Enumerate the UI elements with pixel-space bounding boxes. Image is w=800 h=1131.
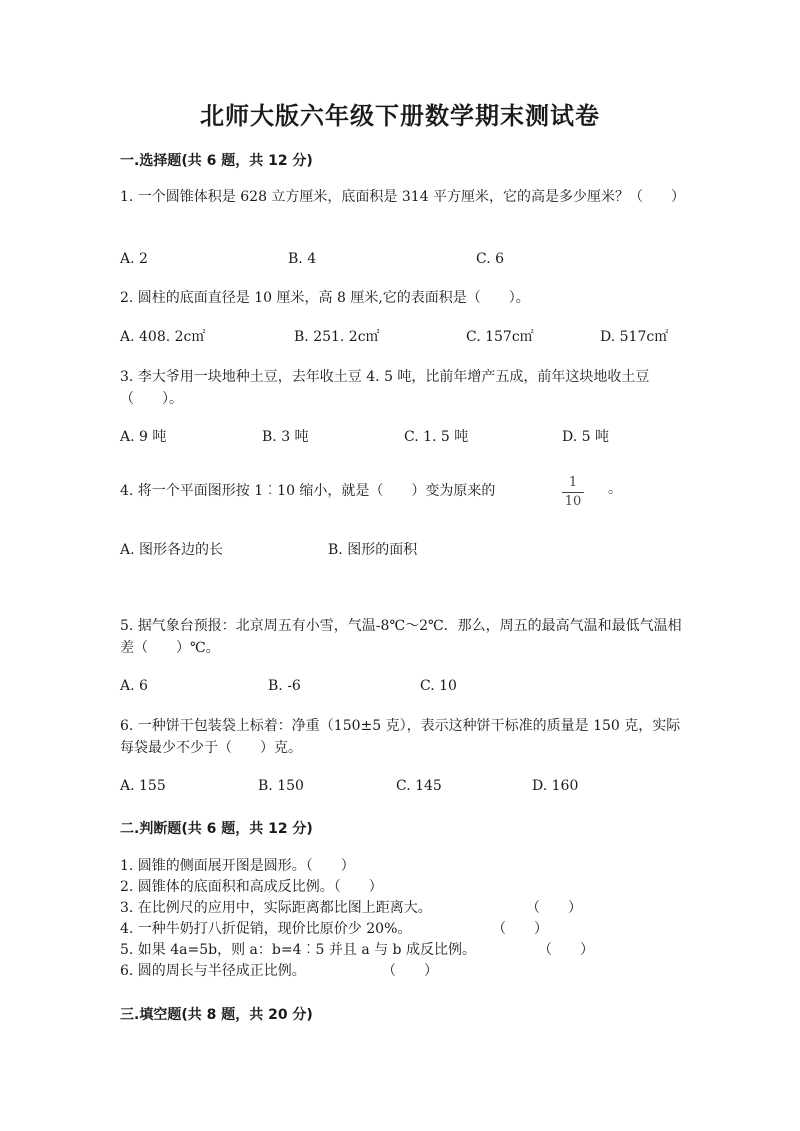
judge-item: 3. 在比例尺的应用中，实际距离都比图上距离大。 xyxy=(120,900,432,916)
option: B. 3 吨 xyxy=(262,429,309,445)
option: C. 145 xyxy=(396,778,442,794)
option: B. -6 xyxy=(268,678,301,694)
question-tail: 。 xyxy=(608,481,622,497)
question-stem: 6. 一种饼干包装袋上标着：净重（150±5 克），表示这种饼干标准的质量是 150 克，实际每袋最少不少于（ ）克。 xyxy=(120,718,681,756)
question-stem: 4. 将一个平面图形按 1︰10 缩小，就是（ ）变为原来的 xyxy=(120,483,496,499)
judge-item: 1. 圆锥的侧面展开图是圆形。（ ） xyxy=(120,858,355,874)
section-heading-fill: 三.填空题(共 8 题，共 20 分) xyxy=(120,1007,313,1023)
answer-parentheses: （ ） xyxy=(526,900,582,916)
option: A. 408. 2c㎡ xyxy=(120,329,206,345)
judge-item: 4. 一种牛奶打八折促销，现价比原价少 20%。 xyxy=(120,921,412,937)
answer-parentheses: （ ） xyxy=(538,942,594,958)
option: A. 2 xyxy=(120,251,148,267)
option: A. 9 吨 xyxy=(120,429,167,445)
judge-item: 5. 如果 4a=5b，则 a：b=4︰5 并且 a 与 b 成反比例。 xyxy=(120,942,476,958)
option: D. 160 xyxy=(532,778,579,794)
section-heading-judge: 二.判断题(共 6 题，共 12 分) xyxy=(120,821,313,837)
judge-item: 6. 圆的周长与半径成正比例。 xyxy=(120,963,306,979)
option: C. 157c㎡ xyxy=(466,329,534,345)
option: B. 4 xyxy=(288,251,317,267)
option: C. 6 xyxy=(476,251,505,267)
question-stem: 3. 李大爷用一块地种土豆，去年收土豆 4. 5 吨，比前年增产五成，前年这块地收土豆（ ）。 xyxy=(120,369,650,407)
option: B. 图形的面积 xyxy=(328,542,418,558)
judge-item: 2. 圆锥体的底面积和高成反比例。（ ） xyxy=(120,879,383,895)
section-heading-choice: 一.选择题(共 6 题，共 12 分) xyxy=(120,153,313,169)
option: A. 6 xyxy=(120,678,148,694)
answer-parentheses: （ ） xyxy=(382,963,438,979)
option: D. 517c㎡ xyxy=(600,329,669,345)
option: A. 图形各边的长 xyxy=(120,542,224,558)
option: D. 5 吨 xyxy=(562,429,609,445)
fraction-numerator: 1 xyxy=(568,475,578,490)
option: B. 251. 2c㎡ xyxy=(294,329,380,345)
page-title: 北师大版六年级下册数学期末测试卷 xyxy=(200,101,600,130)
question-stem: 1. 一个圆锥体积是 628 立方厘米，底面积是 314 平方厘米，它的高是多少厘米？（ ） xyxy=(120,189,686,205)
question-stem: 5. 据气象台预报：北京周五有小雪，气温-8℃～2℃．那么，周五的最高气温和最低气温相差（ ）℃。 xyxy=(120,618,682,656)
answer-parentheses: （ ） xyxy=(492,921,548,937)
option: B. 150 xyxy=(258,778,304,794)
option: C. 10 xyxy=(420,678,457,694)
fraction xyxy=(560,475,586,510)
question-stem: 2. 圆柱的底面直径是 10 厘米，高 8 厘米,它的表面积是（ ）。 xyxy=(120,290,530,306)
option: C. 1. 5 吨 xyxy=(404,429,469,445)
option: A. 155 xyxy=(120,778,166,794)
fraction-bar xyxy=(562,492,584,493)
fraction-denominator: 10 xyxy=(564,494,582,509)
